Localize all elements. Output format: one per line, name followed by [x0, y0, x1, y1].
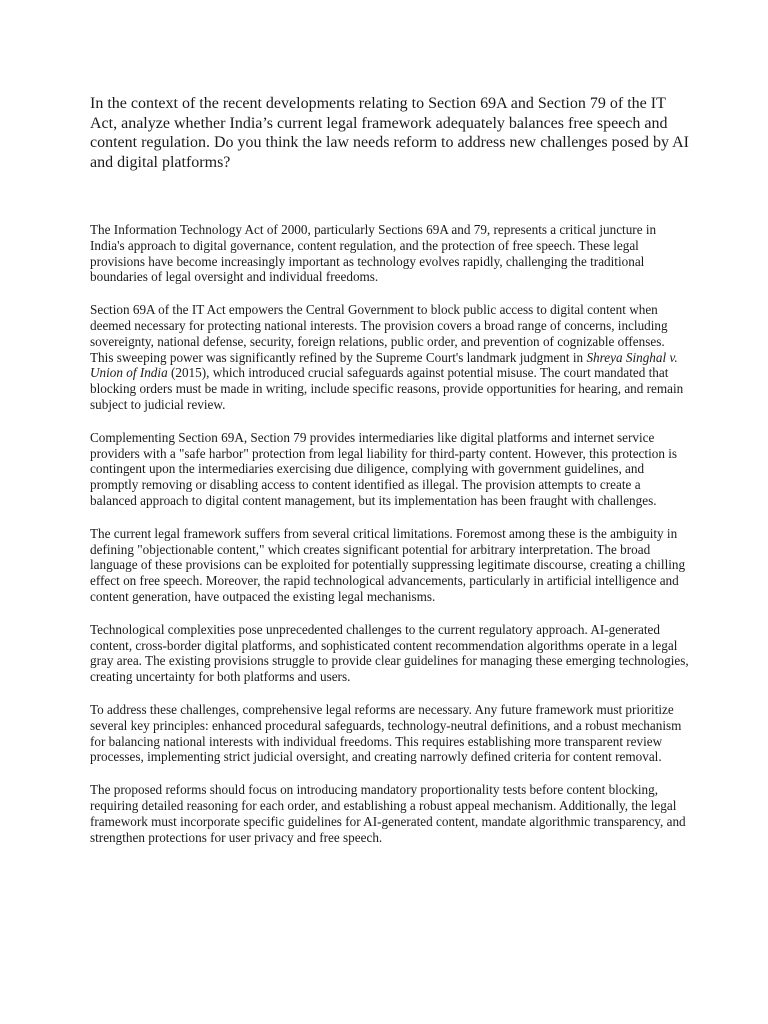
question-heading: In the context of the recent developments relating to Section 69A and Section 79 of the IT Act, analyze whether India’s current legal framework adequately balances free speech and content regulation. Do you think the law needs reform to address new challenges posed by AI and digital platforms? [90, 95, 689, 171]
paragraph-section-79: Complementing Section 69A, Section 79 provides intermediaries like digital platforms and internet service providers with a "safe harbor" protection from legal liability for third-party content. However, this protection is contingent upon the intermediaries exercising due diligence, complying with government guidelines, and promptly removing or disabling access to content identified as illegal. The provision attempts to create a balanced approach to digital content management, but its implementation has been fraught with challenges. [90, 429, 678, 508]
paragraph-section-69a [90, 302, 690, 413]
case-name: Shreya Singhal v. Union of India [90, 349, 678, 381]
paragraph-limitations: The current legal framework suffers from several critical limitations. Foremost among these is the ambiguity in defining "objectionable content," which creates significant potential for arbitrary interpretation. The broad language of these provisions can be exploited for potentially suppressing legitimate discourse, creating a chilling effect on free speech. Moreover, the rapid technological advancements, particularly in artificial intelligence and content generation, have outpaced the existing legal mechanisms. [90, 525, 686, 604]
paragraph-proposed-reforms: The proposed reforms should focus on introducing mandatory proportionality tests before content blocking, requiring detailed reasoning for each order, and establishing a robust appeal mechanism. Additionally, the legal framework must incorporate specific guidelines for AI-generated content, mandate algorithmic transparency, and strengthen protections for user privacy and free speech. [90, 782, 686, 845]
paragraph-technological-complexities: Technological complexities pose unprecedented challenges to the current regulatory approach. AI-generated content, cross-border digital platforms, and sophisticated content recommendation algorithms operate in a legal gray area. The existing provisions struggle to provide clear guidelines for managing these emerging technologies, creating uncertainty for both platforms and users. [90, 621, 689, 685]
paragraph-reforms: To address these challenges, comprehensive legal reforms are necessary. Any future framework must prioritize several key principles: enhanced procedural safeguards, technology-neutral definitions, and a robust mechanism for balancing national interests with individual freedoms. This requires establishing more transparent review processes, implementing strict judicial oversight, and creating narrowly defined criteria for content removal. [90, 701, 682, 765]
paragraph-section-69a-part1: Section 69A of the IT Act empowers the Central Government to block public access to digital content when deemed necessary for protecting national interests. The provision covers a broad range of concerns, including sovereignty, national defense, security, foreign relations, public order, and prevention of cognizable offenses. This sweeping power was significantly refined by the Supreme Court's landmark judgment in [90, 302, 668, 365]
paragraph-intro: The Information Technology Act of 2000, particularly Sections 69A and 79, represents a critical juncture in India's approach to digital governance, content regulation, and the protection of free speech. These legal provisions have become increasingly important as technology evolves rapidly, challenging the traditional boundaries of legal oversight and individual freedoms. [90, 222, 657, 285]
paragraph-section-69a-part2: (2015), which introduced crucial safeguards against potential misuse. The court mandated that blocking orders must be made in writing, include specific reasons, provide opportunities for hearing, and remain subject to judicial review. [90, 365, 684, 412]
answer-body [90, 222, 690, 862]
